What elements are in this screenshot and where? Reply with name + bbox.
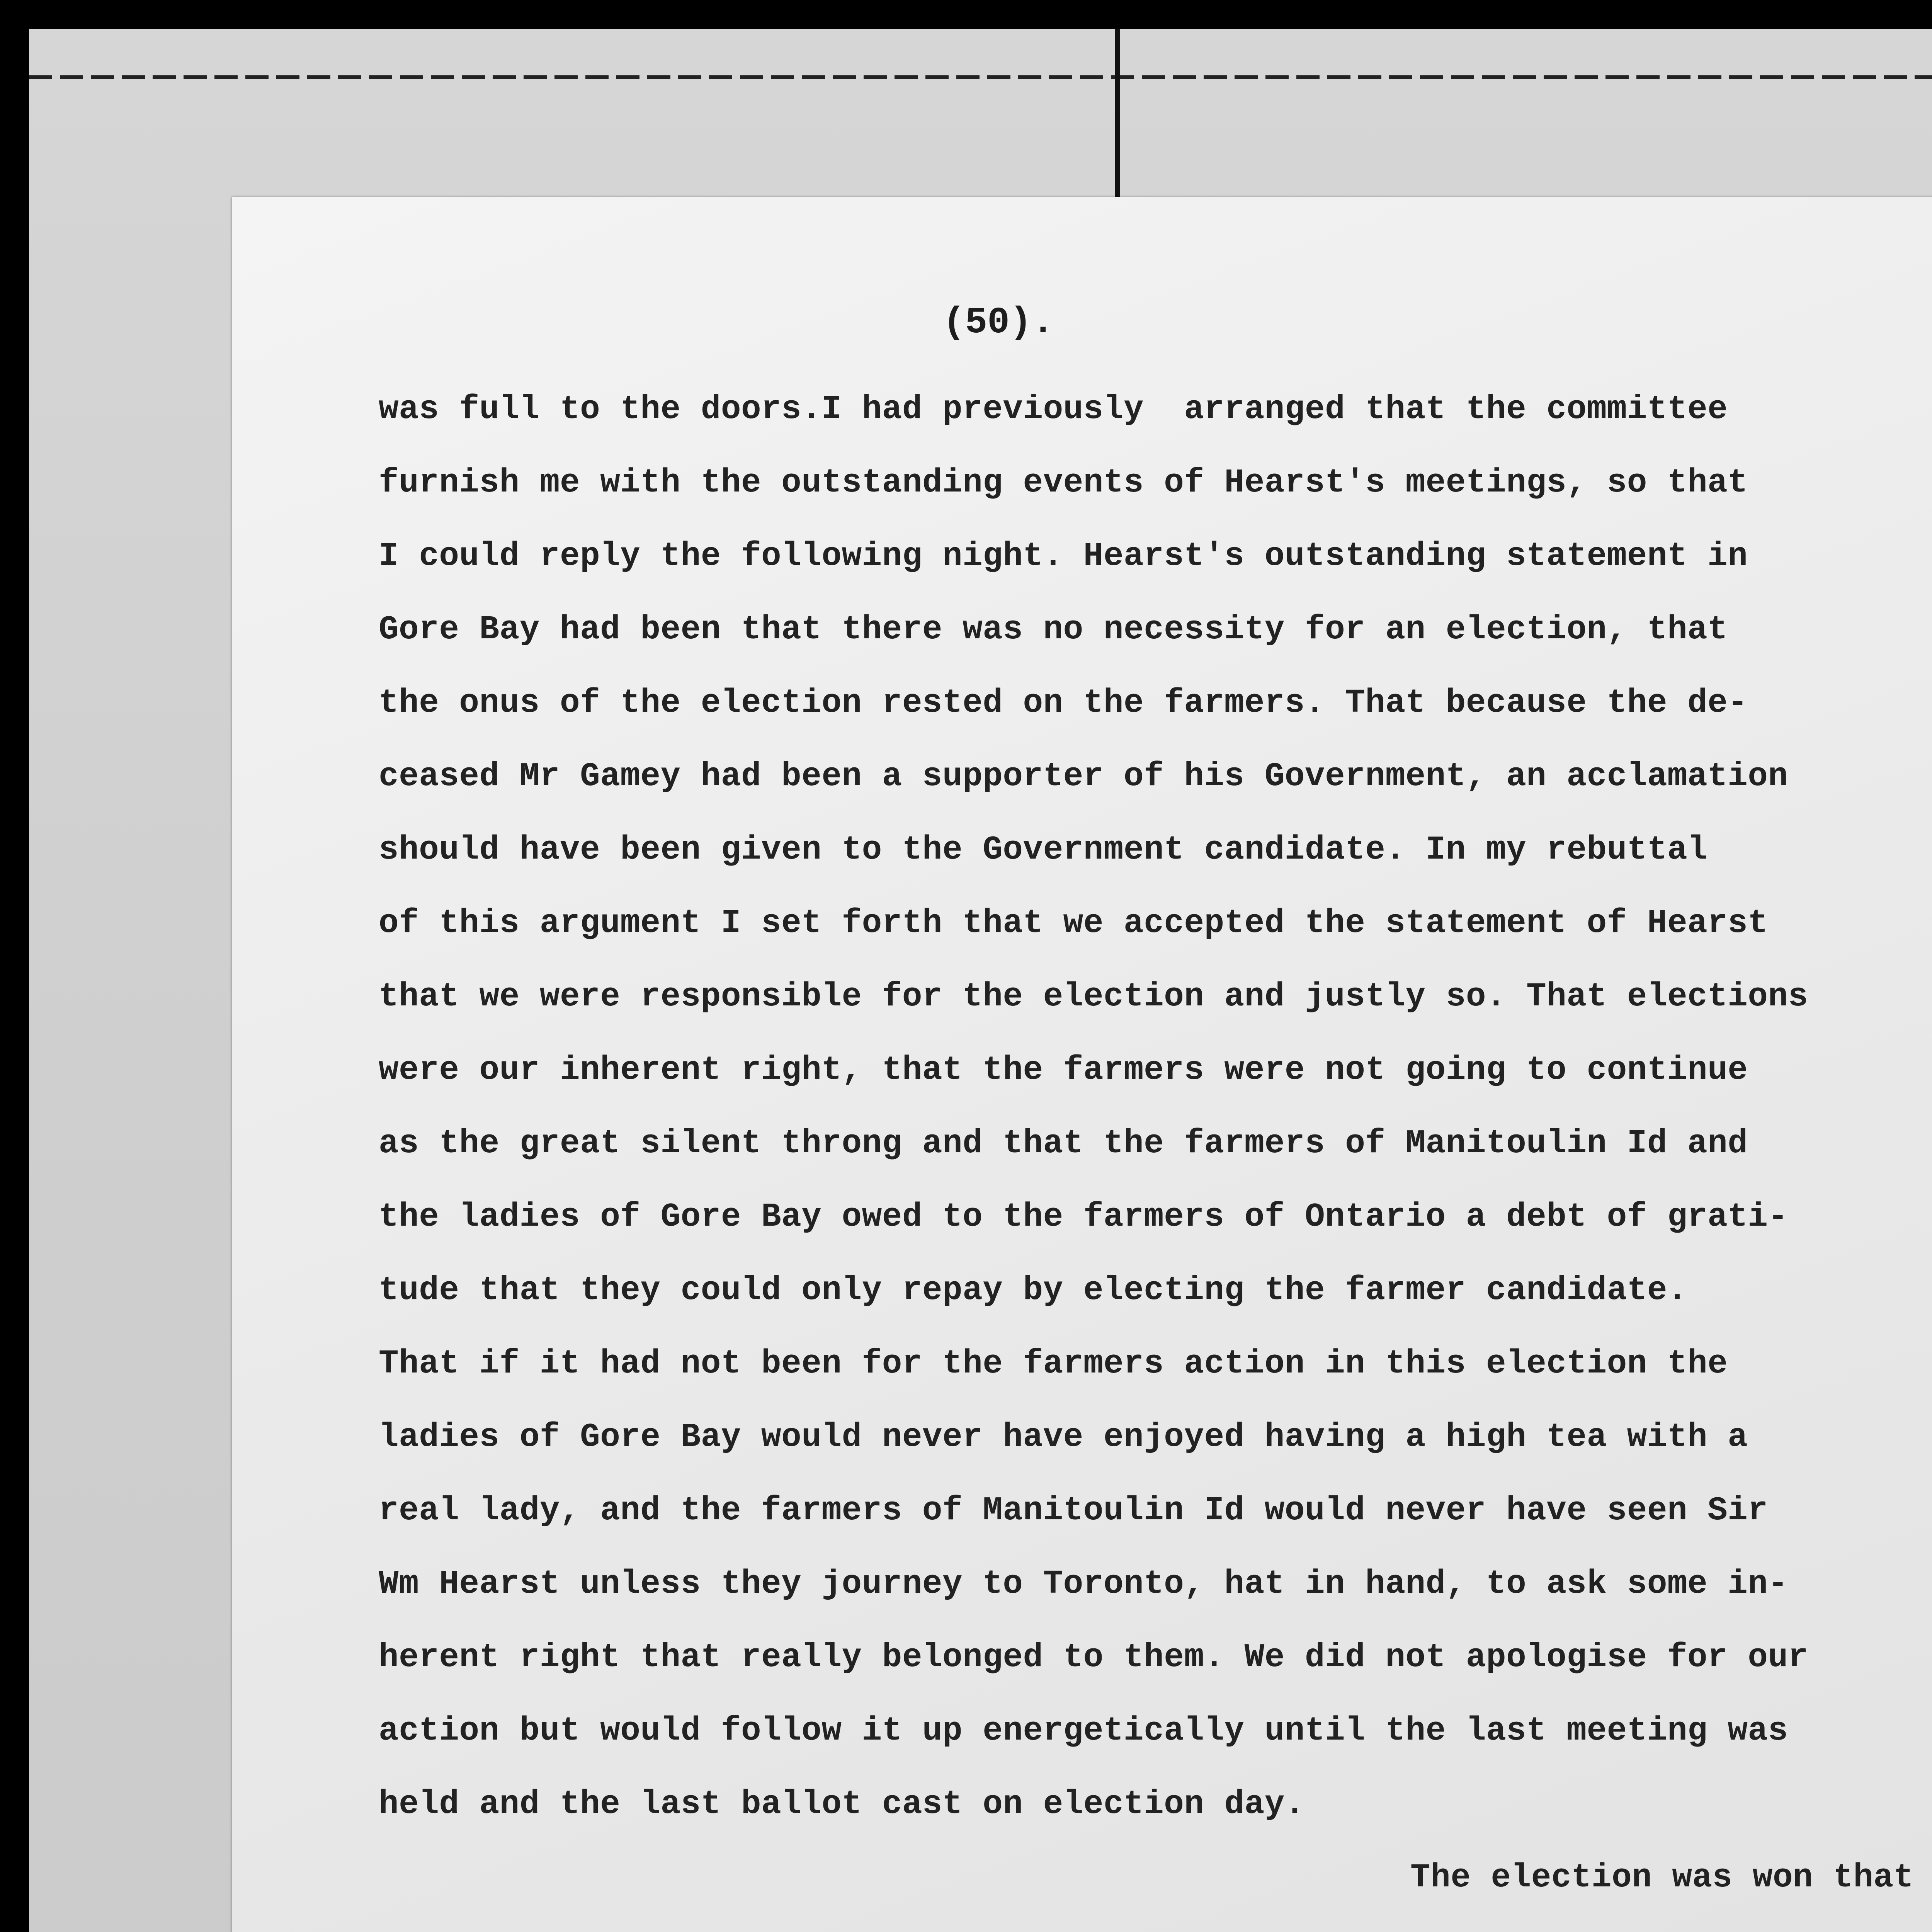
text-line: tude that they could only repay by electing the farmer candidate. bbox=[379, 1271, 1688, 1309]
text-line: ceased Mr Gamey had been a supporter of his Government, an acclamation bbox=[379, 757, 1788, 795]
text-line: the onus of the election rested on the farmers. That because the de- bbox=[379, 684, 1748, 722]
text-line: herent right that really belonged to them. We did not apologise for our bbox=[379, 1638, 1808, 1676]
text-line: ladies of Gore Bay would never have enjoyed having a high tea with a bbox=[379, 1418, 1748, 1456]
text-line: real lady, and the farmers of Manitoulin Id would never have seen Sir bbox=[379, 1492, 1768, 1529]
text-line: The election was won that bbox=[1410, 1859, 1914, 1896]
text-line: should have been given to the Government candidate. In my rebuttal bbox=[379, 831, 1708, 869]
text-line: That if it had not been for the farmers action in this election the bbox=[379, 1345, 1728, 1383]
text-line: I could reply the following night. Hearst's outstanding statement in bbox=[379, 537, 1748, 575]
typed-page bbox=[232, 197, 1932, 1932]
text-line: that we were responsible for the election and justly so. That elections bbox=[379, 978, 1808, 1015]
text-line: as the great silent throng and that the farmers of Manitoulin Id and bbox=[379, 1124, 1748, 1162]
page-body bbox=[232, 197, 1932, 1932]
text-line: were our inherent right, that the farmers were not going to continue bbox=[379, 1051, 1748, 1089]
page-number: (50). bbox=[943, 301, 1054, 344]
text-line: Gore Bay had been that there was no necessity for an election, that bbox=[379, 611, 1728, 648]
text-line: Wm Hearst unless they journey to Toronto, hat in hand, to ask some in- bbox=[379, 1565, 1788, 1603]
frame-dashed-rule bbox=[29, 75, 1932, 79]
text-line: action but would follow it up energetically until the last meeting was bbox=[379, 1712, 1788, 1750]
text-line: was full to the doors.I had previously arranged that the committee bbox=[379, 390, 1728, 428]
text-line: the ladies of Gore Bay owed to the farmers of Ontario a debt of grati- bbox=[379, 1198, 1788, 1236]
text-line: of this argument I set forth that we accepted the statement of Hearst bbox=[379, 904, 1768, 942]
text-line: furnish me with the outstanding events of Hearst's meetings, so that bbox=[379, 464, 1748, 502]
text-line: held and the last ballot cast on election day. bbox=[379, 1785, 1305, 1823]
frame-center-rule bbox=[1115, 29, 1120, 211]
